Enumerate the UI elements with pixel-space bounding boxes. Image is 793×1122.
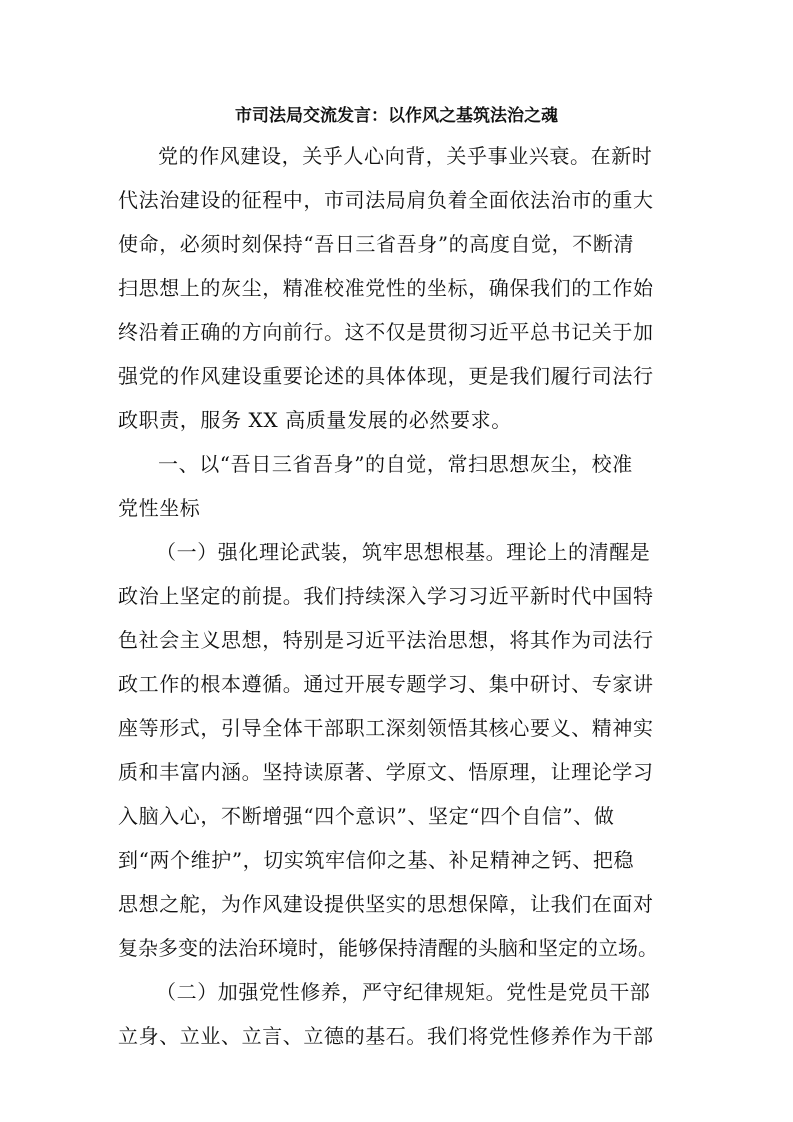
paragraph-line: 终沿着正确的方向前行。这不仅是贯彻习近平总书记关于加 [118,320,654,344]
paragraph-line: 使命，必须时刻保持“吾日三省吾身”的高度自觉，不断清 [118,232,635,256]
paragraph-line: 座等形式，引导全体干部职工深刻领悟其核心要义、精神实 [118,716,654,740]
paragraph-line: （一）强化理论武装，筑牢思想根基。理论上的清醒是 [156,540,651,564]
paragraph-line: 质和丰富内涵。坚持读原著、学原文、悟原理，让理论学习 [118,760,654,784]
section-heading-line: 一、以“吾日三省吾身”的自觉，常扫思想灰尘，校准 [158,452,633,476]
paragraph-line: （二）加强党性修养，严守纪律规矩。党性是党员干部 [156,980,651,1004]
paragraph-line: 强党的作风建设重要论述的具体体现，更是我们履行司法行 [118,364,654,388]
paragraph-line: 立身、立业、立言、立德的基石。我们将党性修养作为干部 [118,1024,654,1048]
paragraph-line: 色社会主义思想，特别是习近平法治思想，将其作为司法行 [118,628,654,652]
paragraph-line: 党的作风建设，关乎人心向背，关乎事业兴衰。在新时 [158,144,653,168]
paragraph-line: 扫思想上的灰尘，精准校准党性的坐标，确保我们的工作始 [118,276,654,300]
paragraph-line: 政治上坚定的前提。我们持续深入学习习近平新时代中国特 [118,584,654,608]
paragraph-line: 政工作的根本遵循。通过开展专题学习、集中研讨、专家讲 [118,672,654,696]
paragraph-line: 思想之舵，为作风建设提供坚实的思想保障，让我们在面对 [118,892,654,916]
section-heading-line: 党性坐标 [118,496,201,520]
paragraph-line: 代法治建设的征程中，市司法局肩负着全面依法治市的重大 [118,188,654,212]
paragraph-line: 复杂多变的法治环境时，能够保持清醒的头脑和坚定的立场。 [118,936,658,960]
paragraph-line: 政职责，服务 XX 高质量发展的必然要求。 [118,408,512,432]
document-title: 市司法局交流发言：以作风之基筑法治之魂 [235,106,558,126]
paragraph-line: 到“两个维护”，切实筑牢信仰之基、补足精神之钙、把稳 [118,848,635,872]
paragraph-line: 入脑入心，不断增强“四个意识”、坚定“四个自信”、做 [118,804,615,828]
